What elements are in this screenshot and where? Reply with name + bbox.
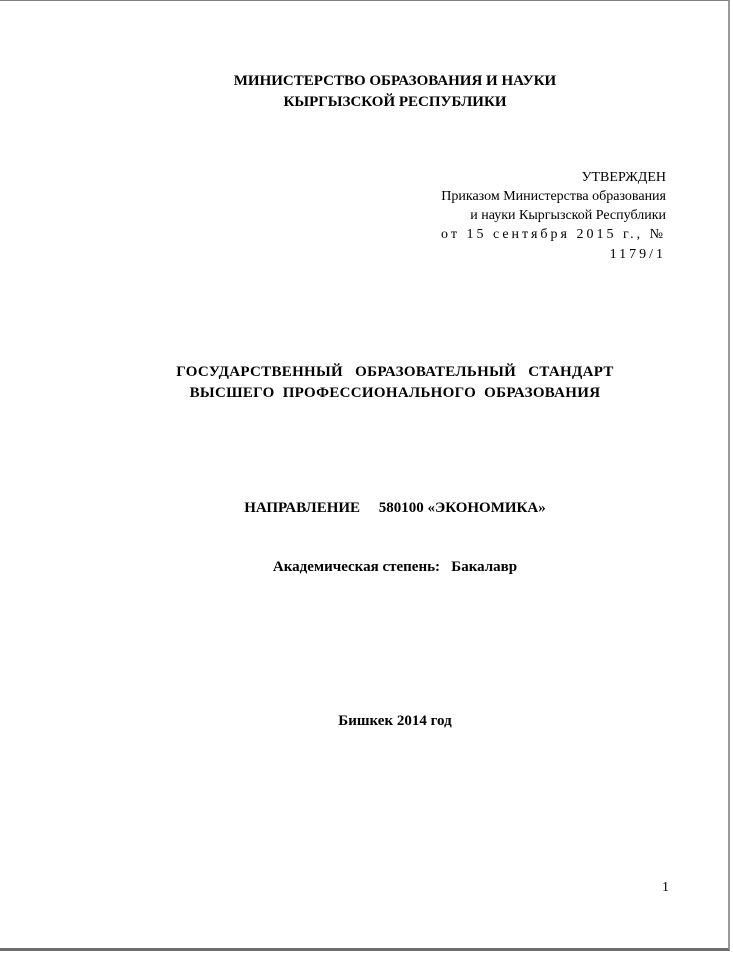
ministry-line-1: МИНИСТЕРСТВО ОБРАЗОВАНИЯ И НАУКИ — [233, 73, 557, 89]
direction-line — [0, 498, 733, 518]
ministry-line-2: КЫРГЫЗСКОЙ РЕСПУБЛИКИ — [283, 94, 507, 110]
standard-title-line-2: ВЫСШЕГО ПРОФЕССИОНАЛЬНОГО ОБРАЗОВАНИЯ — [189, 385, 601, 401]
standard-title-line-1: ГОСУДАРСТВЕННЫЙ ОБРАЗОВАТЕЛЬНЫЙ СТАНДАРТ — [176, 364, 614, 380]
approval-block — [366, 168, 666, 265]
approval-date-line: от 15 сентября 2015 г., № — [441, 227, 666, 242]
degree-line — [0, 557, 733, 577]
approval-title: УТВЕРЖДЕН — [581, 170, 666, 185]
approval-order-line-1: Приказом Министерства образования — [441, 189, 666, 204]
city-year: Бишкек 2014 год — [338, 713, 452, 729]
direction-value: 580100 «ЭКОНОМИКА» — [378, 500, 546, 516]
direction-label: НАПРАВЛЕНИЕ — [244, 500, 361, 516]
degree-label: Академическая степень: — [272, 559, 441, 575]
standard-title — [0, 362, 733, 404]
degree-value: Бакалавр — [451, 559, 518, 575]
approval-order-number: 1179/1 — [609, 247, 666, 262]
ministry-header — [0, 71, 733, 113]
page-number: 1 — [662, 880, 669, 895]
approval-order-line-2: и науки Кыргызской Республики — [470, 208, 666, 223]
